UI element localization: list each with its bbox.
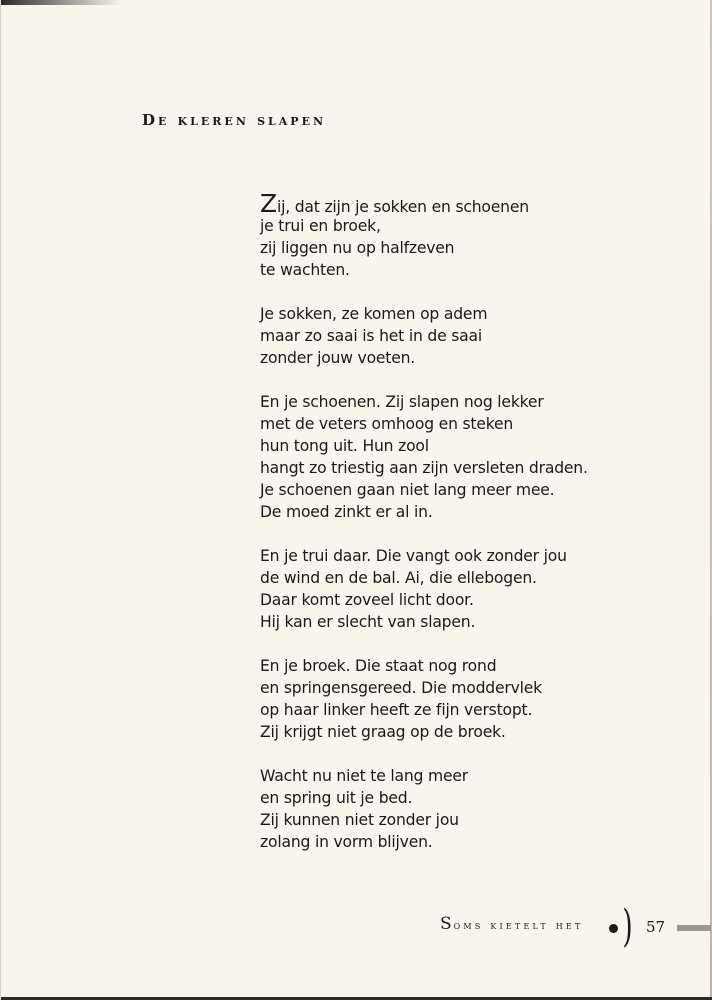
drop-cap: Z	[260, 189, 277, 218]
footer-title-rest: oms kietelt het	[453, 918, 584, 932]
stanza-3	[260, 391, 640, 523]
poem-line: maar zo saai is het in de saai	[260, 327, 483, 345]
page-top-shadow	[1, 0, 121, 5]
poem-line	[260, 189, 640, 218]
poem-line: te wachten.	[260, 261, 350, 279]
poem-line: je trui en broek,	[260, 217, 381, 235]
stanza-1	[260, 189, 640, 281]
stanza-6	[260, 765, 640, 853]
poem-body	[260, 189, 640, 875]
poem-line: zolang in vorm blijven.	[260, 833, 433, 851]
footer-bar-ornament	[677, 925, 711, 931]
poem-line: en spring uit je bed.	[260, 789, 413, 807]
footer-title-initial: S	[440, 914, 454, 934]
poem-line: Wacht nu niet te lang meer	[260, 767, 468, 785]
poem-line: de wind en de bal. Ai, die ellebogen.	[260, 569, 537, 587]
poem-line: hangt zo triestig aan zijn versleten draden.	[260, 459, 588, 477]
stanza-2	[260, 303, 640, 369]
poem-line: En je broek. Die staat nog rond	[260, 657, 497, 675]
poem-line: Je sokken, ze komen op adem	[260, 305, 488, 323]
poem-line: zij liggen nu op halfzeven	[260, 239, 455, 257]
poem-line: hun tong uit. Hun zool	[260, 437, 429, 455]
poem-line: met de veters omhoog en steken	[260, 415, 514, 433]
poem-line: en springensgereed. Die moddervlek	[260, 679, 542, 697]
poem-line: Je schoenen gaan niet lang meer mee.	[260, 481, 555, 499]
stanza-5	[260, 655, 640, 743]
footer-dot-ornament	[609, 924, 618, 933]
poem-line: Hij kan er slecht van slapen.	[260, 613, 476, 631]
page-number: 57	[646, 918, 666, 936]
poem-line: zonder jouw voeten.	[260, 349, 416, 367]
poem-line: Zij kunnen niet zonder jou	[260, 811, 459, 829]
stanza-4	[260, 545, 640, 633]
poem-line: Daar komt zoveel licht door.	[260, 591, 474, 609]
footer-paren-ornament: )	[622, 901, 633, 952]
poem-line: Zij krijgt niet graag op de broek.	[260, 723, 506, 741]
poem-line: En je schoenen. Zij slapen nog lekker	[260, 393, 544, 411]
poem-title: De kleren slapen	[142, 111, 327, 129]
poem-line-text: ij, dat zijn je sokken en schoenen	[276, 198, 529, 216]
footer-book-title	[440, 914, 584, 934]
poem-line: En je trui daar. Die vangt ook zonder jou	[260, 547, 567, 565]
poem-line: De moed zinkt er al in.	[260, 503, 433, 521]
poem-line: op haar linker heeft ze fijn verstopt.	[260, 701, 533, 719]
